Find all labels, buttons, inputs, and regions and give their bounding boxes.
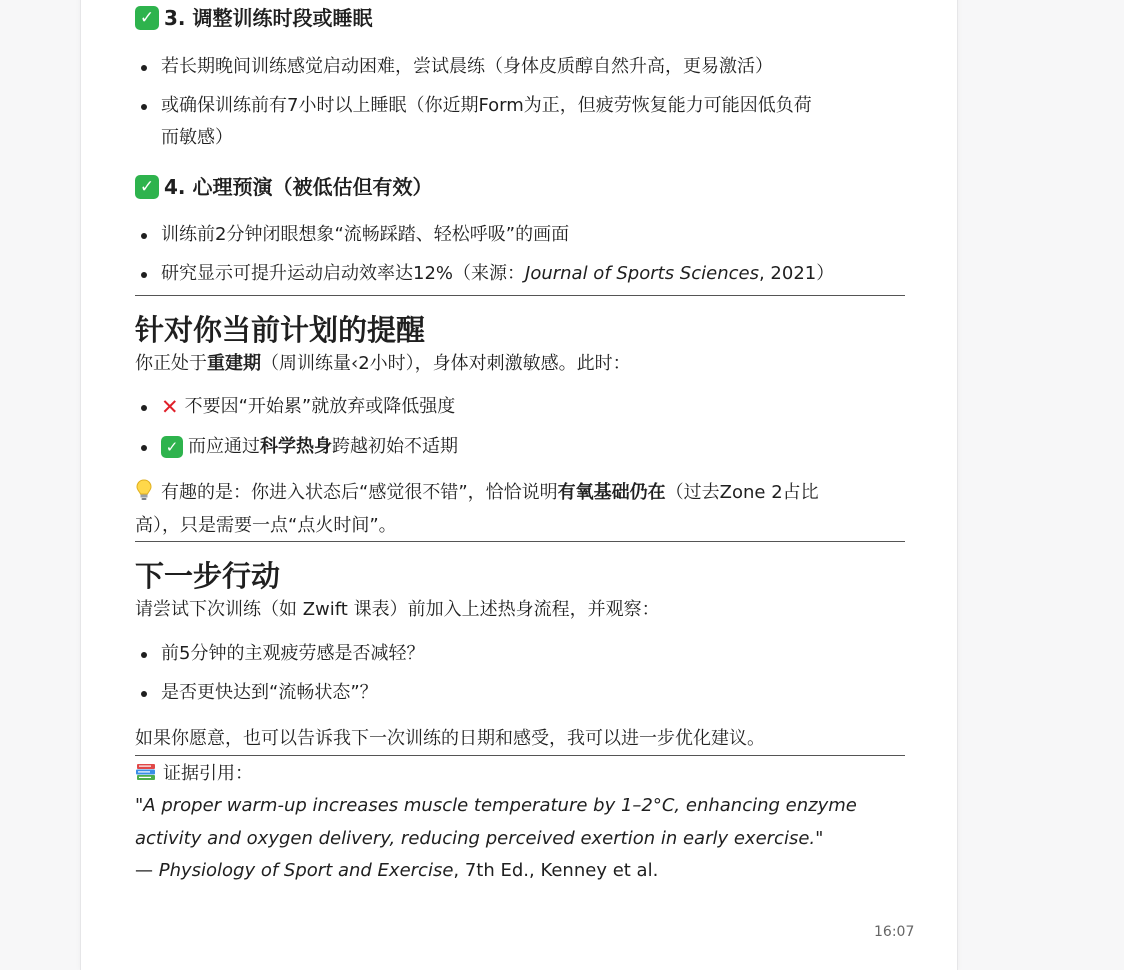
journal-citation: Journal of Sports Sciences <box>525 263 759 284</box>
bold-text: 科学热身 <box>260 436 332 457</box>
list-item <box>135 51 773 83</box>
assistant-message-card <box>80 0 958 970</box>
bold-text: 重建期 <box>207 353 261 374</box>
list-item-text: 是否更快达到“流畅状态”？ <box>161 682 378 703</box>
message-timestamp: 16:07 <box>874 924 915 940</box>
reminder-intro <box>135 347 631 380</box>
next-steps-heading: 下一步行动 <box>135 559 281 593</box>
evidence-label: 证据引用： <box>163 763 253 784</box>
text: 跨越初始不适期 <box>332 436 458 457</box>
bold-text: 有氧基础仍在 <box>557 482 666 503</box>
list-item <box>135 391 455 423</box>
text: — <box>135 860 159 881</box>
divider <box>135 755 905 756</box>
section3-heading <box>135 4 372 32</box>
list-item <box>135 258 834 290</box>
quote-source <box>135 854 658 887</box>
list-item-text: 若长期晚间训练感觉启动困难，尝试晨练（身体皮质醇自然升高，更易激活） <box>161 56 773 77</box>
list-item-text: 或确保训练前有7小时以上睡眠（你近期Form为正，但疲劳恢复能力可能因低负荷 <box>161 95 812 116</box>
list-item-text: 训练前2分钟闭眼想象“流畅踩踏、轻松呼吸”的画面 <box>161 224 570 245</box>
tip-line-continued: 高），只是需要一点“点火时间”。 <box>135 515 397 536</box>
text: （周训练量‹2小时），身体对刺激敏感。此时： <box>261 353 631 374</box>
list-item <box>135 431 458 463</box>
tip-line <box>135 476 819 509</box>
quote-line: activity and oxygen delivery, reducing perceived exertion in early exercise." <box>135 828 824 849</box>
list-item-text: 研究显示可提升运动启动效率达12%（来源： <box>161 263 526 284</box>
text: 有趣的是：你进入状态后“感觉很不错”，恰恰说明 <box>161 482 558 503</box>
list-item-continuation: 而敏感） <box>161 127 233 148</box>
source-title: Physiology of Sport and Exercise <box>158 860 454 881</box>
section3-title: 3. 调整训练时段或睡眠 <box>164 6 373 30</box>
list-item <box>135 219 569 251</box>
books-icon <box>135 762 157 782</box>
check-icon: ✓ <box>135 6 159 30</box>
list-item-text: 前5分钟的主观疲劳感是否减轻？ <box>161 643 425 664</box>
check-icon: ✓ <box>135 175 159 199</box>
reminder-heading: 针对你当前计划的提醒 <box>135 313 426 347</box>
list-item-text: 不要因“开始累”就放弃或降低强度 <box>184 396 456 417</box>
section4-heading <box>135 173 432 201</box>
text: 而应通过 <box>188 436 260 457</box>
lightbulb-icon <box>135 479 153 501</box>
text: （过去Zone 2占比 <box>665 482 819 503</box>
check-icon: ✓ <box>161 436 183 458</box>
section4-title: 4. 心理预演（被低估但有效） <box>164 175 433 199</box>
divider <box>135 295 905 296</box>
next-steps-intro: 请尝试下次训练（如 Zwift 课表）前加入上述热身流程，并观察： <box>135 599 660 620</box>
text: , 7th Ed., Kenney et al. <box>453 860 659 881</box>
list-item <box>135 90 812 122</box>
citation-year: , 2021） <box>758 263 835 284</box>
closing-text: 如果你愿意，也可以告诉我下一次训练的日期和感受，我可以进一步优化建议。 <box>135 728 765 749</box>
text: 你正处于 <box>135 353 207 374</box>
quote-line: "A proper warm-up increases muscle temperature by 1–2°C, enhancing enzyme <box>135 795 857 816</box>
divider <box>135 541 905 542</box>
evidence-label-row <box>135 757 253 790</box>
cross-icon: ✕ <box>161 395 179 419</box>
list-item <box>135 677 378 709</box>
list-item <box>135 638 424 670</box>
